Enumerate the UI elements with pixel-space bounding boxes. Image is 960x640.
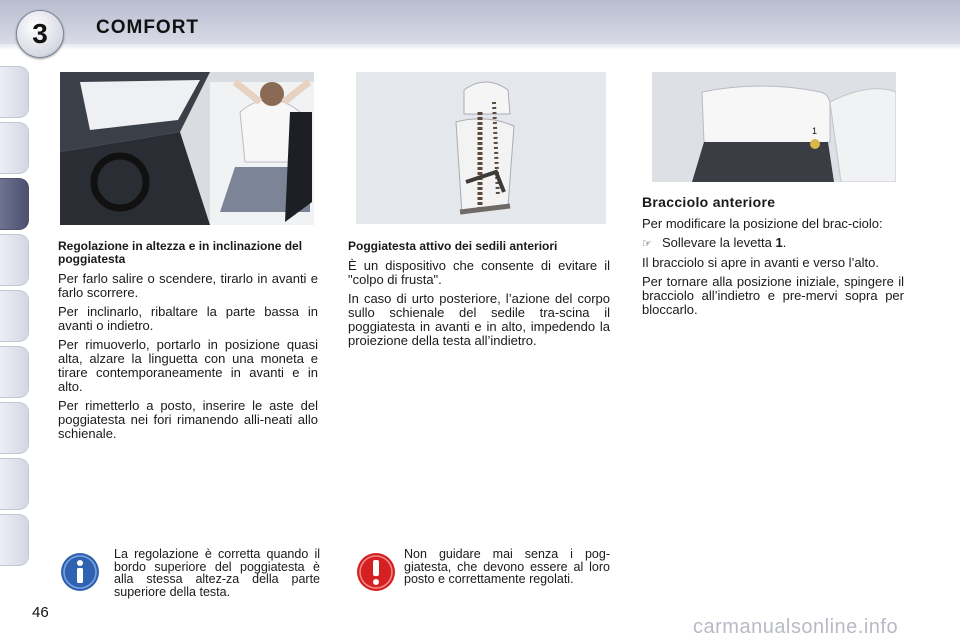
step-end: .	[782, 235, 787, 250]
chapter-tab-7[interactable]	[0, 402, 29, 454]
header-divider	[0, 44, 960, 50]
chapter-tab-8[interactable]	[0, 458, 29, 510]
paragraph: Per rimuoverlo, portarlo in posizione quasi alta, alzare la linguetta con una moneta e tirare contemporaneamente in avanti e in alto.	[58, 337, 318, 394]
paragraph: Per rimetterlo a posto, inserire le aste del poggiatesta nei fori rimanendo alli-neati allo schienale.	[58, 398, 318, 441]
pointing-hand-icon: ☞	[642, 238, 652, 250]
paragraph: Per modificare la posizione del brac-ciolo:	[642, 216, 883, 231]
active-headrest-diagram	[356, 72, 606, 224]
paragraph: Per tornare alla posizione iniziale, spingere il bracciolo all’indietro e pre-mervi sopra per bloccarlo.	[642, 274, 904, 317]
watermark: carmanualsonline.info	[693, 616, 899, 638]
chapter-tab-3[interactable]	[0, 178, 29, 230]
armrest-section	[642, 195, 904, 322]
chapter-tabs	[0, 66, 34, 570]
step-reference: 1	[775, 235, 783, 250]
warning-icon	[356, 552, 396, 592]
active-headrest-section	[348, 240, 610, 353]
paragraph: È un dispositivo che consente di evitare il "colpo di frusta".	[348, 258, 610, 287]
paragraph: In caso di urto posteriore, l’azione del corpo sullo schienale del sedile tra-scina il poggiatesta in avanti e in alto, impedendo la proiezione della testa all’indietro.	[348, 291, 610, 348]
chapter-title: COMFORT	[96, 17, 200, 38]
section-heading: Regolazione in altezza e in inclinazione del poggiatesta	[58, 239, 303, 266]
section-heading: Poggiatesta attivo dei sedili anteriori	[348, 239, 558, 253]
section-heading: Bracciolo anteriore	[642, 194, 776, 210]
paragraph: Il bracciolo si apre in avanti e verso l’alto.	[642, 255, 880, 270]
front-armrest-photo	[652, 72, 896, 182]
info-icon	[60, 552, 100, 592]
armrest-lever-callout: 1	[812, 126, 818, 136]
chapter-tab-4[interactable]	[0, 234, 29, 286]
chapter-tab-2[interactable]	[0, 122, 29, 174]
chapter-tab-5[interactable]	[0, 290, 29, 342]
warning-note-text: Non guidare mai senza i pog-giatesta, che devono essere al loro posto e correttamente regolati.	[404, 547, 610, 586]
step-text: Sollevare la levetta	[662, 235, 776, 250]
chapter-tab-6[interactable]	[0, 346, 29, 398]
chapter-tab-9[interactable]	[0, 514, 29, 566]
page-number: 46	[32, 604, 49, 621]
chapter-tab-1[interactable]	[0, 66, 29, 118]
paragraph: Per farlo salire o scendere, tirarlo in avanti e farlo scorrere.	[58, 271, 318, 300]
paragraph: Per inclinarlo, ribaltare la parte bassa in avanti o indietro.	[58, 304, 318, 333]
info-note-text: La regolazione è corretta quando il bordo superiore del poggiatesta è alla stessa altez-za della parte superiore della testa.	[114, 547, 320, 599]
headrest-adjustment-photo	[60, 72, 314, 225]
step-instruction	[642, 236, 904, 251]
chapter-number-badge: 3	[16, 10, 64, 58]
headrest-adjustment-section	[58, 240, 318, 446]
